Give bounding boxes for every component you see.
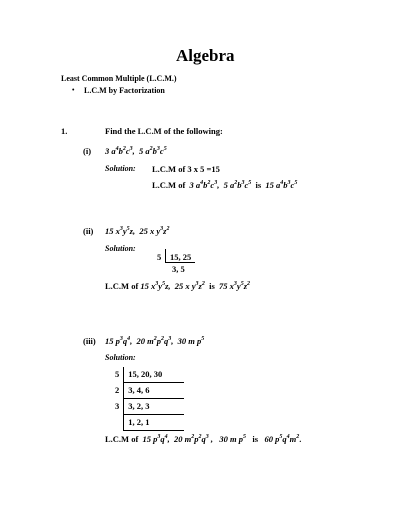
table-row — [111, 383, 184, 399]
part-i-lcm-numbers: L.C.M of 3 x 5 =15 — [152, 164, 220, 174]
part-i-solution-label: Solution: — [105, 164, 136, 173]
part-iii-expression: 15 $p^3q^4$, 20 $m^2p^2q^3$, 30 m $p^5$ — [105, 336, 205, 346]
table-row — [111, 415, 184, 431]
divisor-cell: 2 — [115, 385, 120, 395]
divisor-cell — [111, 415, 124, 431]
table-row — [111, 367, 184, 383]
divisor-cell: 3 — [115, 401, 120, 411]
values-cell: 15, 20, 30 — [124, 367, 185, 383]
part-i-expression: 3 $a^4b^2c^3$, 5 $a^2b^3c^5$ — [105, 146, 167, 156]
question-number: 1. — [61, 126, 68, 136]
division-bar — [165, 249, 166, 262]
part-ii-row1: 15, 25 — [170, 252, 192, 262]
part-i-answer: L.C.M of 3 $a^4b^2c^3$, 5 $a^2b^3c^5$ is 15 $a^4b^3c^5$ — [152, 180, 298, 190]
part-ii-row2: 3, 5 — [172, 264, 185, 274]
table-row — [111, 399, 184, 415]
page-title: Algebra — [176, 46, 235, 65]
part-iii-solution-label: Solution: — [105, 353, 136, 362]
part-ii-divisor: 5 — [157, 252, 162, 262]
values-cell: 3, 2, 3 — [124, 399, 185, 415]
part-ii-expression: 15 $x^3y^5z$, 25 x $y^3z^2$ — [105, 226, 170, 236]
values-cell: 1, 2, 1 — [124, 415, 185, 431]
part-ii-answer: L.C.M of 15 $x^3y^5z$, 25 x $y^3z^2$ is 75 $x^3y^5z^2$ — [105, 281, 250, 291]
division-underline — [165, 262, 195, 263]
part-ii-solution-label: Solution: — [105, 244, 136, 253]
bullet-dot: • — [72, 86, 75, 94]
question-instruction: Find the L.C.M of the following: — [105, 126, 223, 136]
topic-heading: Least Common Multiple (L.C.M.) — [61, 74, 177, 83]
part-ii-label: (ii) — [83, 226, 94, 236]
part-i-label: (i) — [83, 146, 92, 156]
divisor-cell: 5 — [115, 369, 120, 380]
subtopic-heading: L.C.M by Factorization — [84, 86, 165, 95]
part-iii-label: (iii) — [83, 336, 96, 346]
values-cell: 3, 4, 6 — [124, 383, 185, 399]
part-iii-answer: L.C.M of 15 $p^3q^4$, 20 $m^2p^2q^3$ , 30 m $p^5$ is 60 $p^5q^4m^2$. — [105, 434, 302, 444]
part-iii-division-table — [111, 367, 184, 431]
